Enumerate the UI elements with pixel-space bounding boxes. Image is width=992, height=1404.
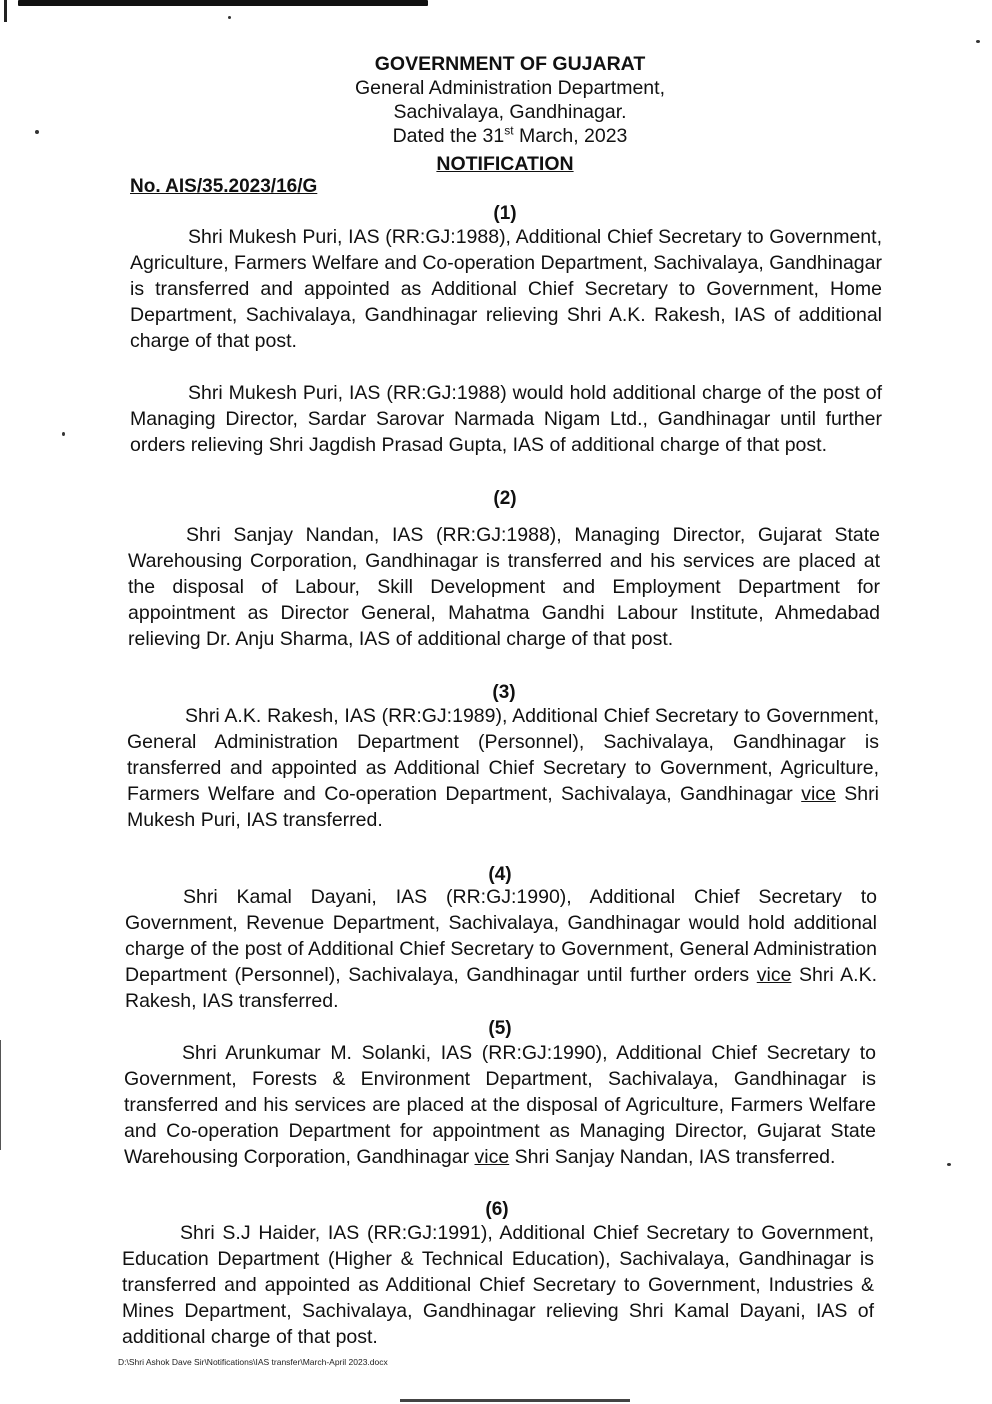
section-number: (6) (485, 1199, 509, 1220)
date-prefix: Dated the 31 (392, 125, 505, 147)
notification-title: NOTIFICATION (436, 153, 574, 175)
scan-speck (228, 16, 231, 19)
paragraph-text: Shri Arunkumar M. Solanki, IAS (RR:GJ:1990), Additional Chief Secretary to Government, Forests & Environment Department, Sachivalaya, Gandhinagar is transferred and his services are placed at the disposal of Agriculture, Farmers Welfare and Co-operation Department for appointment as Managing Director, Gujarat State Warehousing Corporation, Gandhinagar (124, 1042, 876, 1168)
section-number: (2) (493, 488, 517, 509)
office-location: Sachivalaya, Gandhinagar. (393, 101, 627, 123)
vice-term: vice (474, 1146, 510, 1168)
scan-border-top (18, 0, 428, 6)
scan-speck (976, 40, 980, 43)
scan-speck (35, 130, 39, 134)
paragraph-text: Shri Mukesh Puri, IAS transferred. (127, 783, 879, 831)
vice-term: vice (756, 964, 792, 986)
vice-term: vice (801, 783, 836, 805)
section-paragraph: Shri Mukesh Puri, IAS (RR:GJ:1988) would hold additional charge of the post of Managing Director, Sardar Sarovar Narmada Nigam Ltd., Gandhinagar until further orders relieving Shri Jagdish Prasad Gupta, IAS of additional charge of that post. (130, 382, 882, 456)
notification-date (330, 124, 690, 148)
section-number: (4) (488, 864, 512, 885)
section-paragraph: Shri S.J Haider, IAS (RR:GJ:1991), Additional Chief Secretary to Government, Education Department (Higher & Technical Education), Sachivalaya, Gandhinagar is transferred and appointed as Additional Chief Secretary to Government, Industries & Mines Department, Sachivalaya, Gandhinagar relieving Shri Kamal Dayani, IAS of additional charge of that post. (122, 1222, 874, 1348)
section-paragraph (124, 1040, 876, 1170)
paragraph-text: Shri Sanjay Nandan, IAS transferred. (509, 1146, 836, 1168)
scan-edge-left (0, 1040, 1, 1150)
date-superscript: st (504, 123, 514, 138)
section-number: (3) (492, 682, 516, 703)
section-number: (5) (488, 1018, 512, 1039)
letterhead (330, 52, 690, 148)
section-paragraph (125, 884, 877, 1014)
scan-speck (947, 1163, 951, 1166)
section-paragraph (127, 703, 879, 833)
file-path-footer: D:\Shri Ashok Dave Sir\Notifications\IAS transfer\March-April 2023.docx (118, 1357, 388, 1367)
section-paragraph: Shri Sanjay Nandan, IAS (RR:GJ:1988), Managing Director, Gujarat State Warehousing Corporation, Gandhinagar is transferred and his services are placed at the disposal of Labour, Skill Development and Employment Department for appointment as Director General, Mahatma Gandhi Labour Institute, Ahmedabad relieving Dr. Anju Sharma, IAS of additional charge of that post. (128, 524, 880, 650)
scan-border-corner (4, 0, 7, 22)
section-number: (1) (493, 203, 517, 224)
paragraph-text: Shri A.K. Rakesh, IAS (RR:GJ:1989), Additional Chief Secretary to Government, General Administration Department (Personnel), Sachivalaya, Gandhinagar is transferred and appointed as Additional Chief Secretary to Government, Agriculture, Farmers Welfare and Co-operation Department, Sachivalaya, Gandhinagar (127, 705, 879, 805)
government-name: GOVERNMENT OF GUJARAT (374, 53, 646, 75)
scan-speck (62, 432, 65, 436)
section-paragraph: Shri Mukesh Puri, IAS (RR:GJ:1988), Additional Chief Secretary to Government, Agriculture, Farmers Welfare and Co-operation Department, Sachivalaya, Gandhinagar is transferred and appointed as Additional Chief Secretary to Government, Home Department, Sachivalaya, Gandhinagar relieving Shri A.K. Rakesh, IAS of additional charge of that post. (130, 226, 882, 352)
scan-border-bottom (400, 1399, 630, 1402)
paragraph-text: Shri A.K. Rakesh, IAS transferred. (125, 964, 877, 1012)
reference-number: No. AIS/35.2023/16/G (130, 176, 318, 197)
date-suffix: March, 2023 (513, 125, 628, 147)
paragraph-text: Shri Kamal Dayani, IAS (RR:GJ:1990), Additional Chief Secretary to Government, Revenue Department, Sachivalaya, Gandhinagar would hold additional charge of the post of Additional Chief Secretary to Government, General Administration Department (Personnel), Sachivalaya, Gandhinagar until further orders (125, 886, 877, 986)
department-name: General Administration Department, (355, 77, 665, 99)
